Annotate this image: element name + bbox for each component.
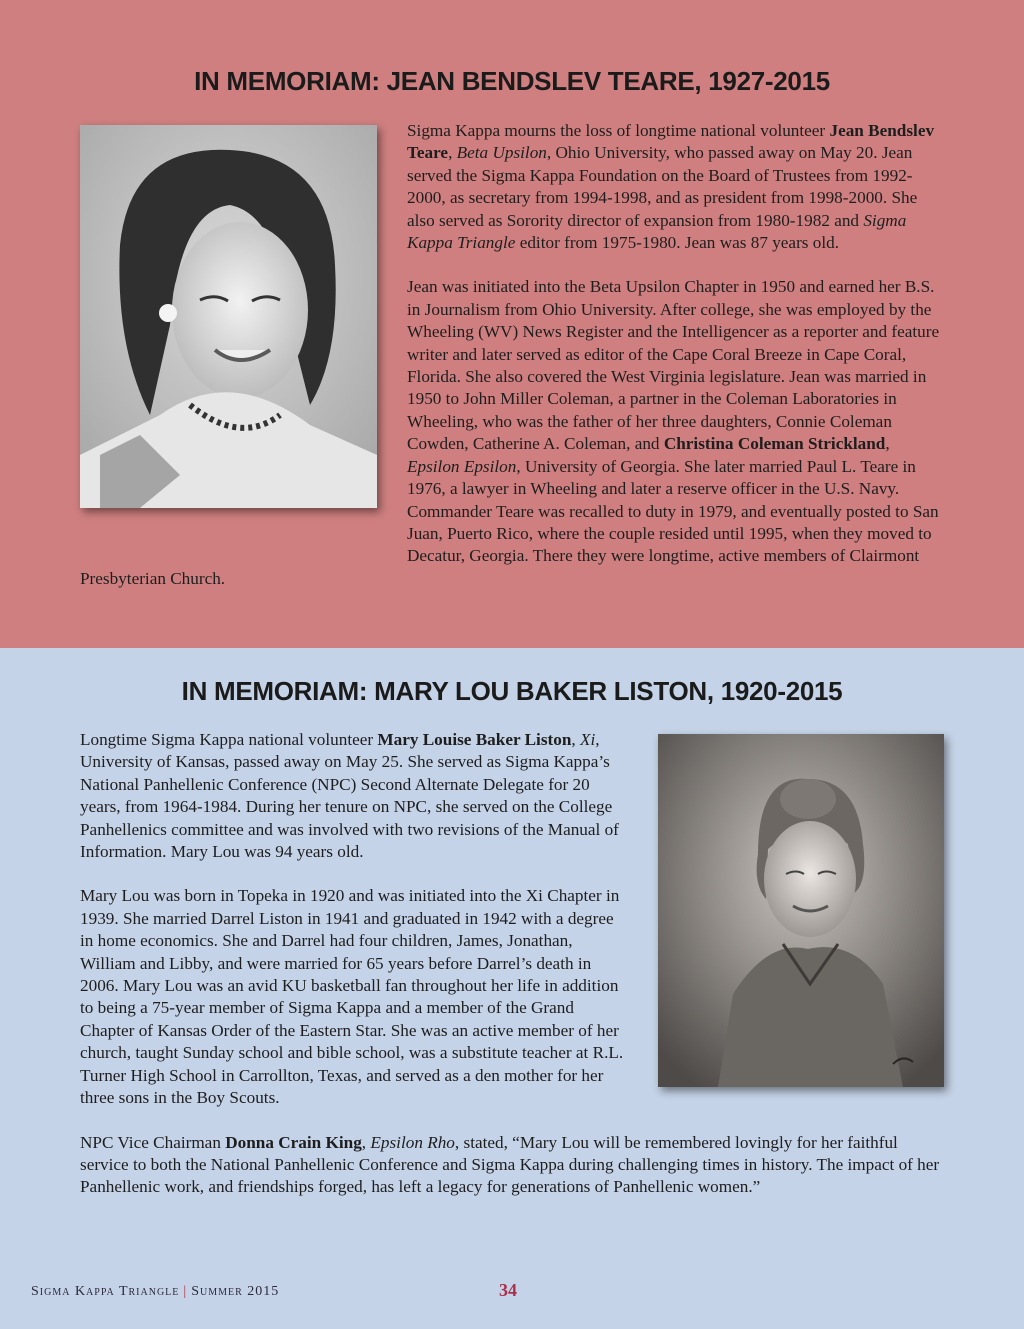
footer-separator: | [183, 1284, 188, 1299]
bold-name: Jean Bendslev Teare [407, 121, 935, 163]
text-run: , [448, 143, 457, 163]
footer-publication [31, 1284, 279, 1300]
issue-date: Summer 2015 [191, 1284, 280, 1299]
text-run: editor from 1975-1980. Jean was 87 years old. [515, 233, 840, 253]
italic-text: Xi [579, 730, 596, 749]
publication-name: Sigma Kappa Triangle [31, 1284, 180, 1299]
heading-teare: IN MEMORIAM: JEAN BENDSLEV TEARE, 1927-2015 [194, 66, 830, 96]
text-run: Mary Lou was born in Topeka in 1920 and was initiated into the Xi Chapter in 1939. She married Darrel Liston in 1941 and graduated in 1942 with a degree in home economics. She and Darrel had four children, James, Jonathan, William and Libby, and were married for 65 years before Darrel’s death in 2006. Mary Lou was an avid KU basketball fan throughout her life in addition to being a 75-year member of Sigma Kappa and a member of the Grand Chapter of Kansas Order of the Eastern Star. She was an active member of her church, taught Sunday school and bible school, was a substitute teacher at R.L. Turner High School in Carrollton, Texas, and served as a den mother for her three sons in the Boy Scouts. [80, 886, 624, 1108]
italic-text: Epsilon Rho [370, 1132, 455, 1152]
heading-liston: IN MEMORIAM: MARY LOU BAKER LISTON, 1920-2015 [181, 676, 843, 706]
text-run: , [885, 434, 890, 454]
italic-text: Epsilon Epsilon [407, 456, 517, 476]
text-run: NPC Vice Chairman [80, 1132, 226, 1152]
article-body-teare [80, 120, 942, 612]
text-run: , [571, 730, 580, 749]
page-number: 34 [499, 1280, 517, 1300]
italic-text: Sigma Kappa Triangle [407, 210, 907, 253]
text-run: , [361, 1132, 371, 1152]
italic-text: Beta Upsilon [456, 143, 547, 163]
text-run: , stated, “Mary Lou will be remembered lovingly for her faithful service to both the National Panhellenic Conference and Sigma Kappa during challenging times in history. The impact of her Panhellenic work, and friendships forged, has left a legacy for generations of Panhellenic women.” [80, 1132, 940, 1197]
text-run: , Ohio University, who passed away on May 20. Jean served the Sigma Kappa Foundation on the Board of Trustees from 1992-2000, as secretary from 1994-1998, and as president from 1998-2000. She also served as Sorority director of expansion from 1980-1982 and [407, 143, 918, 230]
paragraph [80, 1132, 950, 1199]
text-run: , University of Kansas, passed away on May 25. She served as Sigma Kappa’s National Panhellenic Conference (NPC) Second Alternate Delegate for 20 years, from 1964-1984. During her tenure on NPC, she served on the College Panhellenics committee and was involved with two revisions of the Manual of Information. Mary Lou was 94 years old. [80, 730, 619, 862]
text-run: Longtime Sigma Kappa national volunteer [80, 730, 378, 749]
bold-name: Donna Crain King [225, 1132, 362, 1152]
text-run: , University of Georgia. She later married Paul L. Teare in 1976, a lawyer in Wheeling and later a reserve officer in the U.S. Navy. Commander Teare was recalled to duty in 1979, and eventually posted to San Juan, Puerto Rico, where the couple resided until 1995, when they moved to Decatur, Georgia. There they were longtime, active members of Clairmont Presbyterian Church. [80, 456, 939, 588]
bold-name: Mary Louise Baker Liston [377, 730, 572, 749]
bold-name: Christina Coleman Strickland [663, 434, 886, 454]
article-body-liston [80, 729, 950, 1221]
text-run: Sigma Kappa mourns the loss of longtime national volunteer [407, 121, 830, 140]
text-run: Jean was initiated into the Beta Upsilon Chapter in 1950 and earned her B.S. in Journalism from Ohio University. After college, she was employed by the Wheeling (WV) News Register and the Intelligencer as a reporter and feature writer and later served as editor of the Cape Coral Breeze in Cape Coral, Florida. She also covered the West Virginia legislature. Jean was married in 1950 to John Miller Coleman, a partner in the Coleman Laboratories in Wheeling, who was the father of her three daughters, Connie Coleman Cowden, Catherine A. Coleman, and [407, 277, 940, 454]
